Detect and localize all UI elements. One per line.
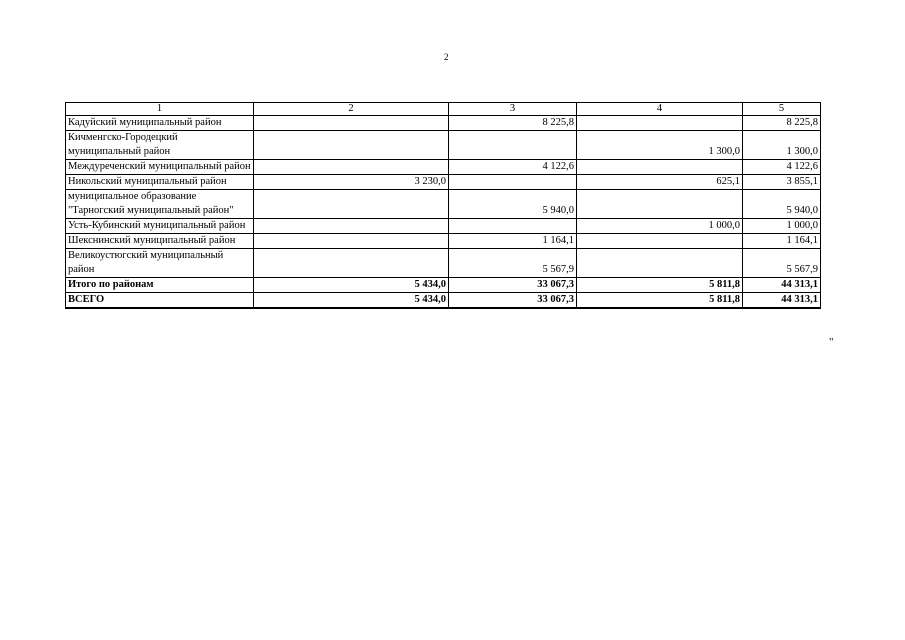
- table-row: [66, 131, 821, 160]
- cell-col-3: [449, 175, 577, 190]
- district-name: Междуреченский муниципальный район: [66, 160, 254, 175]
- grand-total-row: [66, 293, 821, 309]
- header-col-2: 2: [254, 103, 449, 116]
- cell-col-5: 8 225,8: [743, 116, 821, 131]
- table-row: [66, 160, 821, 175]
- header-col-3: 3: [449, 103, 577, 116]
- total-row: [66, 278, 821, 293]
- cell-col-2: [254, 219, 449, 234]
- table-row: [66, 190, 821, 219]
- total-col-3: 33 067,3: [449, 278, 577, 293]
- total-col-4: 5 811,8: [577, 278, 743, 293]
- cell-col-3: 5 940,0: [449, 190, 577, 219]
- total-col-5: 44 313,1: [743, 278, 821, 293]
- district-name: Никольский муниципальный район: [66, 175, 254, 190]
- total-label: Итого по районам: [66, 278, 254, 293]
- cell-col-4: [577, 190, 743, 219]
- header-col-4: 4: [577, 103, 743, 116]
- cell-col-3: [449, 131, 577, 160]
- cell-col-4: 1 000,0: [577, 219, 743, 234]
- cell-col-5: 5 940,0: [743, 190, 821, 219]
- district-name: муниципальное образование "Тарногский муниципальный район": [66, 190, 254, 219]
- cell-col-4: 625,1: [577, 175, 743, 190]
- grand-total-label: ВСЕГО: [66, 293, 254, 309]
- grand-total-col-4: 5 811,8: [577, 293, 743, 309]
- cell-col-2: [254, 234, 449, 249]
- cell-col-4: [577, 116, 743, 131]
- cell-col-3: 5 567,9: [449, 249, 577, 278]
- cell-col-2: [254, 160, 449, 175]
- cell-col-4: [577, 160, 743, 175]
- district-name: Великоустюгский муниципальный район: [66, 249, 254, 278]
- closing-quote: ": [829, 336, 834, 348]
- cell-col-5: 5 567,9: [743, 249, 821, 278]
- page-number: 2: [444, 52, 449, 62]
- cell-col-2: [254, 131, 449, 160]
- cell-col-4: 1 300,0: [577, 131, 743, 160]
- grand-total-col-2: 5 434,0: [254, 293, 449, 309]
- table-row: [66, 219, 821, 234]
- cell-col-3: [449, 219, 577, 234]
- cell-col-4: [577, 249, 743, 278]
- district-name: Шекснинский муниципальный район: [66, 234, 254, 249]
- grand-total-col-3: 33 067,3: [449, 293, 577, 309]
- cell-col-3: 4 122,6: [449, 160, 577, 175]
- cell-col-3: 8 225,8: [449, 116, 577, 131]
- cell-col-5: 1 000,0: [743, 219, 821, 234]
- allocation-table: [65, 102, 821, 309]
- cell-col-2: [254, 249, 449, 278]
- total-col-2: 5 434,0: [254, 278, 449, 293]
- table-row: [66, 249, 821, 278]
- cell-col-2: [254, 116, 449, 131]
- cell-col-4: [577, 234, 743, 249]
- cell-col-2: 3 230,0: [254, 175, 449, 190]
- header-col-5: 5: [743, 103, 821, 116]
- district-name: Кичменгско-Городецкий муниципальный район: [66, 131, 254, 160]
- table-header-row: [66, 103, 821, 116]
- cell-col-5: 1 300,0: [743, 131, 821, 160]
- header-col-1: 1: [66, 103, 254, 116]
- cell-col-5: 1 164,1: [743, 234, 821, 249]
- table-row: [66, 116, 821, 131]
- district-name: Усть-Кубинский муниципальный район: [66, 219, 254, 234]
- cell-col-2: [254, 190, 449, 219]
- table-row: [66, 234, 821, 249]
- table-row: [66, 175, 821, 190]
- district-name: Кадуйский муниципальный район: [66, 116, 254, 131]
- cell-col-5: 4 122,6: [743, 160, 821, 175]
- cell-col-3: 1 164,1: [449, 234, 577, 249]
- cell-col-5: 3 855,1: [743, 175, 821, 190]
- grand-total-col-5: 44 313,1: [743, 293, 821, 309]
